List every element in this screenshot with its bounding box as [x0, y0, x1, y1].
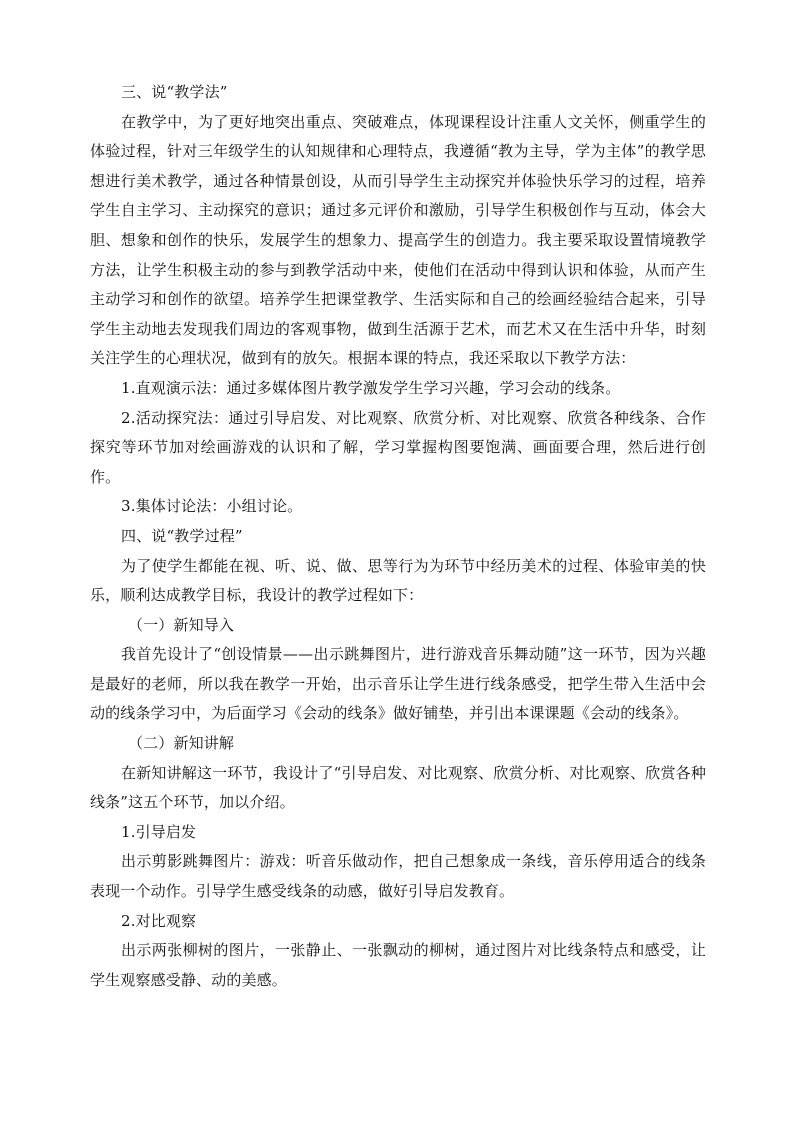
- subheading-new-knowledge-intro: （一）新知导入: [128, 615, 235, 634]
- list-item-activity-exploration-method: 2.活动探究法：通过引导启发、对比观察、欣赏分析、对比观察、欣赏各种线条、合作探究等环节加对绘画游戏的认识和了解，学习掌握构图要饱满、画面要合理，然后进行创作。: [90, 408, 706, 486]
- paragraph-teaching-process-intro: 为了使学生都能在视、听、说、做、思等行为为环节中经历美术的过程、体验审美的快乐，顺利达成教学目标，我设计的教学过程如下：: [90, 556, 706, 605]
- paragraph-new-knowledge-intro-body: 我首先设计了“创设情景——出示跳舞图片，进行游戏音乐舞动随”这一环节，因为兴趣是最好的老师，所以我在教学一开始，出示音乐让学生进行线条感受，把学生带入生活中会动的线条学习中，为后面学习《会动的线条》做好铺垫，并引出本课课题《会动的线条》。: [90, 645, 706, 723]
- section-heading-teaching-process: 四、说“教学过程”: [121, 526, 243, 545]
- section-heading-teaching-methods: 三、说“教学法”: [121, 83, 228, 101]
- list-item-demonstration-method: 1.直观演示法：通过多媒体图片教学激发学生学习兴趣，学习会动的线条。: [121, 378, 621, 397]
- item-heading-comparative-observation: 2.对比观察: [121, 911, 197, 930]
- paragraph-new-knowledge-explanation-body: 在新知讲解这一环节，我设计了“引导启发、对比观察、欣赏分析、对比观察、欣赏各种线条”这五个环节，加以介绍。: [90, 763, 706, 812]
- subheading-new-knowledge-explanation: （二）新知讲解: [128, 734, 235, 753]
- paragraph-guided-inspiration-body: 出示剪影跳舞图片：游戏：听音乐做动作，把自己想象成一条线，音乐停用适合的线条表现一个动作。引导学生感受线条的动感，做好引导启发教育。: [90, 852, 706, 901]
- paragraph-teaching-methods-body: 在教学中，为了更好地突出重点、突破难点，体现课程设计注重人文关怀，侧重学生的体验过程，针对三年级学生的认知规律和心理特点，我遵循“教为主导，学为主体”的教学思想进行美术教学，通过各种情景创设，从而引导学生主动探究并体验快乐学习的过程，培养学生自主学习、主动探究的意识；通过多元评价和激励，引导学生积极创作与互动，体会大胆、想象和创作的快乐，发展学生的想象力、提高学生的创造力。我主要采取设置情境教学方法，让学生积极主动的参与到教学活动中来，使他们在活动中得到认识和体验，从而产生主动学习和创作的欲望。培养学生把课堂教学、生活实际和自己的绘画经验结合起来，引导学生主动地去发现我们周边的客观事物，做到生活源于艺术，而艺术又在生活中升华，时刻关注学生的心理状况，做到有的放矢。根据本课的特点，我还采取以下教学方法：: [90, 112, 706, 368]
- item-heading-guided-inspiration: 1.引导启发: [121, 822, 197, 841]
- paragraph-comparative-observation-body: 出示两张柳树的图片，一张静止、一张飘动的柳树，通过图片对比线条特点和感受，让学生观察感受静、动的美感。: [90, 941, 706, 989]
- list-item-group-discussion-method: 3.集体讨论法：小组讨论。: [121, 497, 303, 516]
